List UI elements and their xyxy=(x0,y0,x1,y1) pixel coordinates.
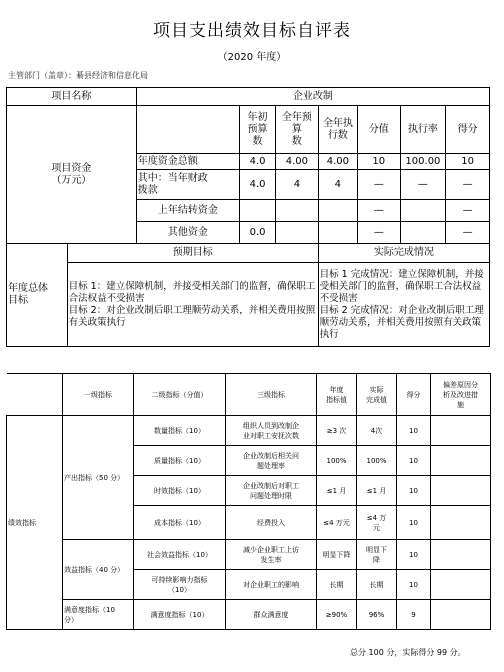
funds-cell: 4.00 xyxy=(276,154,319,170)
deviation-note xyxy=(431,476,491,506)
score: 9 xyxy=(397,600,431,630)
target-value: 长期 xyxy=(317,570,357,600)
level3-indicator: 企业改制后对职工 问题处理时限 xyxy=(226,476,317,506)
level3-indicator: 经费投入 xyxy=(226,506,317,540)
deviation-note xyxy=(431,600,491,630)
performance-indicators-label: 绩效指标 xyxy=(7,416,63,630)
expected-goals-header: 预期目标 xyxy=(67,244,318,263)
level2-indicator: 成本指标（10） xyxy=(134,506,226,540)
funds-cell: — xyxy=(358,170,401,200)
actual-value: 长期 xyxy=(357,570,397,600)
indicator-header: 一级指标 xyxy=(63,374,134,416)
funds-cell xyxy=(239,200,275,222)
funds-cell: 4.00 xyxy=(318,154,357,170)
funds-cell: 4 xyxy=(276,170,319,200)
funds-header: 分值 xyxy=(358,106,401,154)
funds-header: 全年预算 数 xyxy=(276,106,319,154)
funds-cell: — xyxy=(446,200,490,222)
funds-cell: 0.0 xyxy=(239,222,275,244)
score: 10 xyxy=(397,416,431,446)
funds-cell: — xyxy=(446,170,490,200)
funds-header: 年初 预算 数 xyxy=(239,106,275,154)
target-value: 100% xyxy=(317,446,357,476)
deviation-note xyxy=(431,506,491,540)
level3-indicator: 企业改制后相关问 题处理率 xyxy=(226,446,317,476)
target-value: ≥3 次 xyxy=(317,416,357,446)
deviation-note xyxy=(431,416,491,446)
deviation-note xyxy=(431,446,491,476)
funds-cell: 100.00 xyxy=(400,154,446,170)
level1-indicator: 满意度指标（10 分） xyxy=(63,600,134,630)
indicator-header: 偏差原因分 析及改进措 施 xyxy=(431,374,491,416)
level2-indicator: 时效指标（10） xyxy=(134,476,226,506)
level2-indicator: 质量指标（10） xyxy=(134,446,226,476)
score: 10 xyxy=(397,476,431,506)
funds-cell: 4 xyxy=(318,170,357,200)
department-line: 主管部门（盖章）：綦县经济和信息化局 xyxy=(8,71,148,80)
funds-row-name: 年度资金总额 xyxy=(136,154,239,170)
funds-cell xyxy=(276,222,319,244)
actual-value: ≤1 月 xyxy=(357,476,397,506)
funds-row-name: 其中：当年财政 拨款 xyxy=(136,170,239,200)
level3-indicator: 组织人员到改制企 业对职工安抚次数 xyxy=(226,416,317,446)
funds-label: 项目资金 （万元） xyxy=(7,106,137,244)
indicator-header: 得分 xyxy=(397,374,431,416)
funds-header: 执行率 xyxy=(400,106,446,154)
funds-row-name: 上年结转资金 xyxy=(136,200,239,222)
funds-cell: — xyxy=(400,170,446,200)
funds-cell: — xyxy=(358,222,401,244)
report-year: （2020 年度） xyxy=(217,52,287,63)
funds-cell xyxy=(400,200,446,222)
page-title: 项目支出绩效目标自评表 xyxy=(153,21,351,41)
deviation-note xyxy=(431,540,491,570)
funds-header: 得分 xyxy=(446,106,490,154)
level2-indicator: 社会效益指标（10） xyxy=(134,540,226,570)
indicator-header: 二级指标（分值） xyxy=(134,374,226,416)
target-value: ≥90% xyxy=(317,600,357,630)
score: 10 xyxy=(397,506,431,540)
actual-value: 96% xyxy=(357,600,397,630)
indicator-header: 年度 指标值 xyxy=(317,374,357,416)
level1-indicator: 效益指标（40 分） xyxy=(63,540,134,600)
funds-cell xyxy=(318,200,357,222)
level1-indicator: 产出指标（50 分） xyxy=(63,416,134,540)
funds-goals-table xyxy=(6,87,490,347)
actual-value: 4次 xyxy=(357,416,397,446)
level2-indicator: 可持续影响力指标 （10） xyxy=(134,570,226,600)
funds-cell: 4.0 xyxy=(239,154,275,170)
level3-indicator: 对企业职工的影响 xyxy=(226,570,317,600)
funds-cell xyxy=(400,222,446,244)
actual-value: 明显下 降 xyxy=(357,540,397,570)
level3-indicator: 群众满意度 xyxy=(226,600,317,630)
funds-header: 全年执 行数 xyxy=(318,106,357,154)
score: 10 xyxy=(397,446,431,476)
target-value: ≤4 万元 xyxy=(317,506,357,540)
funds-cell: — xyxy=(358,200,401,222)
score: 10 xyxy=(397,570,431,600)
indicators-corner xyxy=(7,374,63,416)
project-name-value: 企业改制 xyxy=(136,88,489,106)
funds-cell: 10 xyxy=(358,154,401,170)
indicators-table xyxy=(6,373,491,630)
target-value: 明显下降 xyxy=(317,540,357,570)
actual-goals-text: 目标 1 完成情况：建立保障机制，并接受相关部门的监督，确保职工合法权益不受损害 目标 2 完成情况：对企业改制后职工理顺劳动关系，并相关费用按照有关政策执行 xyxy=(318,263,489,347)
project-name-label: 项目名称 xyxy=(7,88,137,106)
deviation-note xyxy=(431,570,491,600)
funds-cell: — xyxy=(446,222,490,244)
funds-cell: 10 xyxy=(446,154,490,170)
funds-row-name: 其他资金 xyxy=(136,222,239,244)
expected-goals-text: 目标 1：建立保障机制，并接受相关部门的监督，确保职工合法权益不受损害 目标 2：对企业改制后职工理顺劳动关系，并相关费用按照有关政策执行 xyxy=(67,263,318,347)
funds-cell xyxy=(276,200,319,222)
actual-goals-header: 实际完成情况 xyxy=(318,244,489,263)
level2-indicator: 满意度指标（10） xyxy=(134,600,226,630)
indicator-header: 实际 完成值 xyxy=(357,374,397,416)
level3-indicator: 减少企业职工上访 发生率 xyxy=(226,540,317,570)
goals-label: 年度总体 目标 xyxy=(7,244,68,347)
funds-cell: 4.0 xyxy=(239,170,275,200)
actual-value: ≤4 万 元 xyxy=(357,506,397,540)
funds-cell xyxy=(318,222,357,244)
funds-header-blank xyxy=(136,106,239,154)
target-value: ≤1 月 xyxy=(317,476,357,506)
actual-value: 100% xyxy=(357,446,397,476)
indicator-header: 三级指标 xyxy=(226,374,317,416)
total-score-footer: 总分 100 分，实际得分 99 分。 xyxy=(350,648,466,657)
score: 10 xyxy=(397,540,431,570)
level2-indicator: 数量指标（10） xyxy=(134,416,226,446)
